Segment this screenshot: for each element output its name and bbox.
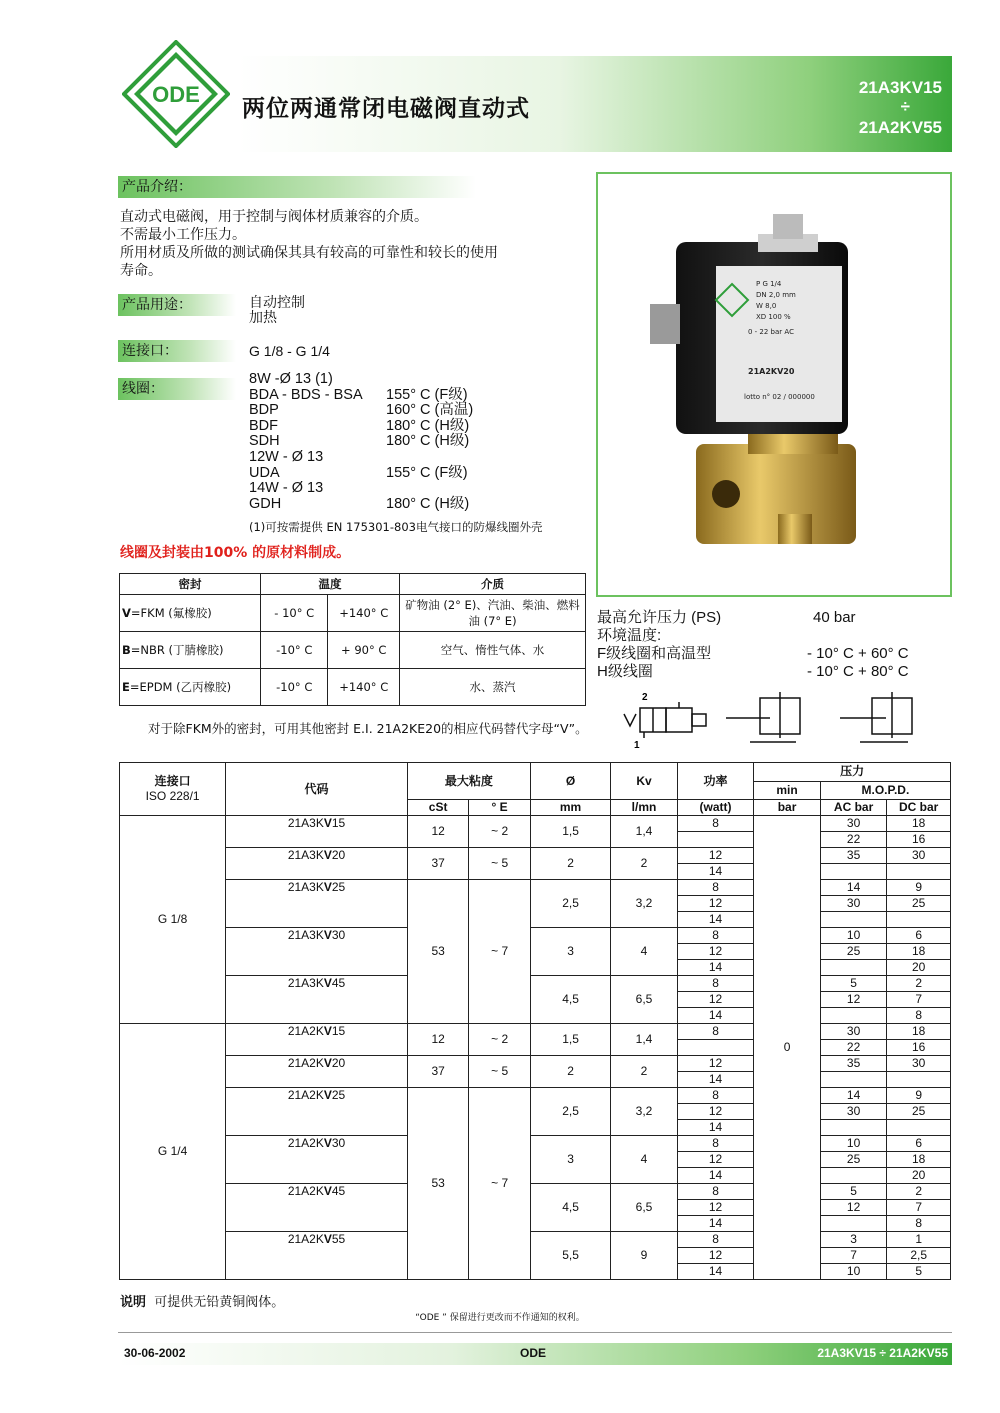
header-diameter: Ø	[530, 763, 610, 800]
svg-text:lotto n° 02 / 000000: lotto n° 02 / 000000	[744, 393, 815, 401]
unit-dc-bar: DC bar	[887, 800, 951, 816]
temperature-header: 温度	[261, 574, 400, 595]
header-min: min	[754, 781, 821, 800]
valve-illustration	[598, 174, 950, 595]
table-row: B=NBR (丁腈橡胶) -10° C + 90° C 空气、惰性气体、水	[120, 632, 586, 669]
dc-bar-cell: 25	[887, 1104, 951, 1120]
ac-bar-cell: 35	[820, 848, 887, 864]
header-connection: 连接口 ISO 228/1	[120, 763, 226, 816]
diameter-cell: 3	[530, 928, 610, 976]
svg-text:0 - 22 bar AC: 0 - 22 bar AC	[748, 328, 794, 336]
diameter-cell: 3	[530, 1136, 610, 1184]
viscosity-e-cell: ~ 5	[469, 1056, 530, 1088]
code-cell: 21A2KV15	[226, 1024, 408, 1056]
header-code-start: 21A3KV15	[858, 78, 942, 97]
unit-lmn: l/mn	[611, 800, 678, 816]
diameter-cell: 2	[530, 1056, 610, 1088]
header-power: 功率	[677, 763, 754, 800]
svg-text:P G 1/4: P G 1/4	[756, 280, 782, 288]
dc-bar-cell	[887, 864, 951, 880]
ac-bar-cell: 7	[820, 1248, 887, 1264]
section-usage-label: 产品用途：	[118, 294, 236, 316]
viscosity-cst-cell: 53	[407, 880, 469, 1024]
dc-bar-cell: 8	[887, 1216, 951, 1232]
ac-bar-cell: 10	[820, 928, 887, 944]
power-cell: 12	[677, 896, 754, 912]
ac-bar-cell	[820, 912, 887, 928]
ac-bar-cell: 12	[820, 992, 887, 1008]
dc-bar-cell: 8	[887, 1008, 951, 1024]
model-table	[119, 762, 951, 1280]
coil-row: SDH 180° C (H级)	[249, 433, 470, 450]
kv-cell: 2	[611, 848, 678, 880]
diameter-cell: 1,5	[530, 1024, 610, 1056]
dc-bar-cell: 9	[887, 880, 951, 896]
table-row: V=FKM (氟橡胶) - 10° C +140° C 矿物油 (2° E)、汽油、柴油、燃料油 (7° E)	[120, 595, 586, 632]
diameter-cell: 1,5	[530, 816, 610, 848]
page-title: 两位两通常闭电磁阀直动式	[242, 96, 530, 122]
connection-cell: G 1/8	[120, 816, 226, 1024]
power-cell: 8	[677, 1184, 754, 1200]
dc-bar-cell: 1	[887, 1232, 951, 1248]
usage-item: 加热	[249, 310, 277, 326]
power-cell: 12	[677, 1152, 754, 1168]
ac-bar-cell: 30	[820, 1104, 887, 1120]
power-cell: 12	[677, 1104, 754, 1120]
table-row	[120, 976, 951, 992]
power-cell: 14	[677, 1264, 754, 1280]
ac-bar-cell: 35	[820, 1056, 887, 1072]
dc-bar-cell: 20	[887, 1168, 951, 1184]
code-cell: 21A2KV25	[226, 1088, 408, 1136]
ac-bar-cell: 22	[820, 832, 887, 848]
unit-e: ° E	[469, 800, 530, 816]
ac-bar-cell	[820, 1216, 887, 1232]
usage-item: 自动控制	[249, 295, 305, 311]
material-note: 线圈及封装由100% 的原材料制成。	[120, 545, 351, 561]
ac-bar-cell	[820, 1168, 887, 1184]
header-code-divider: ÷	[900, 97, 910, 116]
ac-bar-cell: 10	[820, 1136, 887, 1152]
min-pressure-cell: 0	[754, 816, 821, 1280]
table-row	[120, 1184, 951, 1200]
ac-bar-cell: 14	[820, 1088, 887, 1104]
svg-text:2: 2	[642, 692, 648, 703]
ac-bar-cell: 10	[820, 1264, 887, 1280]
svg-text:XD 100 %: XD 100 %	[756, 313, 791, 321]
dc-bar-cell: 18	[887, 944, 951, 960]
seal-table	[119, 573, 586, 706]
dc-bar-cell: 20	[887, 960, 951, 976]
diameter-cell: 2,5	[530, 1088, 610, 1136]
section-intro-label: 产品介绍：	[118, 176, 476, 198]
unit-watt: (watt)	[677, 800, 754, 816]
disclaimer: “ODE ” 保留进行更改而不作通知的权利。	[415, 1313, 585, 1323]
dc-bar-cell: 25	[887, 896, 951, 912]
dc-bar-cell: 6	[887, 928, 951, 944]
viscosity-e-cell: ~ 5	[469, 848, 530, 880]
power-cell: 8	[677, 976, 754, 992]
diameter-cell: 4,5	[530, 1184, 610, 1232]
ac-bar-cell: 25	[820, 944, 887, 960]
diameter-cell: 2,5	[530, 880, 610, 928]
power-cell: 8	[677, 1024, 754, 1040]
svg-text:W 8,0: W 8,0	[756, 302, 777, 310]
coil-row: GDH 180° C (H级)	[249, 495, 470, 512]
power-cell: 14	[677, 1216, 754, 1232]
section-symbol-closed	[726, 692, 800, 742]
header-kv: Kv	[611, 763, 678, 800]
ac-bar-cell: 14	[820, 880, 887, 896]
dc-bar-cell: 30	[887, 848, 951, 864]
coil-row: BDP 160° C (高温)	[249, 402, 474, 419]
ac-bar-cell: 5	[820, 1184, 887, 1200]
power-cell: 14	[677, 1120, 754, 1136]
diameter-cell: 2	[530, 848, 610, 880]
dc-bar-cell: 18	[887, 1152, 951, 1168]
footer-range: 21A3KV15 ÷ 21A2KV55	[817, 1346, 948, 1360]
power-cell: 8	[677, 816, 754, 832]
ac-bar-cell: 25	[820, 1152, 887, 1168]
code-cell: 21A2KV20	[226, 1056, 408, 1088]
power-cell	[677, 832, 754, 848]
header-mopd: M.O.P.D.	[820, 781, 950, 800]
section-coil-label: 线圈：	[118, 378, 236, 400]
power-cell: 12	[677, 1200, 754, 1216]
coil-row: UDA 155° C (F级)	[249, 464, 468, 481]
viscosity-cst-cell: 53	[407, 1088, 469, 1280]
table-row	[120, 848, 951, 864]
kv-cell: 9	[611, 1232, 678, 1280]
power-cell: 8	[677, 880, 754, 896]
intro-text	[120, 208, 590, 280]
dc-bar-cell: 30	[887, 1056, 951, 1072]
coil-note: (1)可按需提供 EN 175301-803电气接口的防爆线圈外壳	[249, 520, 543, 534]
coil-row: BDA - BDS - BSA 155° C (F级)	[249, 386, 468, 403]
coil-row: 14W - Ø 13	[249, 480, 324, 497]
dc-bar-cell: 2	[887, 1184, 951, 1200]
viscosity-cst-cell: 37	[407, 1056, 469, 1088]
ac-bar-cell: 30	[820, 1024, 887, 1040]
unit-bar: bar	[754, 800, 821, 816]
viscosity-cst-cell: 12	[407, 816, 469, 848]
power-cell: 12	[677, 848, 754, 864]
connection-cell: G 1/4	[120, 1024, 226, 1280]
viscosity-cst-cell: 12	[407, 1024, 469, 1056]
power-cell: 12	[677, 992, 754, 1008]
dc-bar-cell: 7	[887, 992, 951, 1008]
viscosity-e-cell: ~ 7	[469, 880, 530, 1024]
code-cell: 21A2KV45	[226, 1184, 408, 1232]
dc-bar-cell: 5	[887, 1264, 951, 1280]
svg-text:1: 1	[634, 740, 640, 751]
coil-list	[249, 372, 473, 512]
ac-bar-cell	[820, 1008, 887, 1024]
ac-bar-cell: 12	[820, 1200, 887, 1216]
table-row	[120, 1136, 951, 1152]
code-cell: 21A2KV55	[226, 1232, 408, 1280]
ac-bar-cell: 30	[820, 896, 887, 912]
ac-bar-cell: 3	[820, 1232, 887, 1248]
kv-cell: 6,5	[611, 1184, 678, 1232]
usage-list	[249, 294, 305, 327]
code-cell: 21A3KV25	[226, 880, 408, 928]
ac-bar-cell: 5	[820, 976, 887, 992]
kv-cell: 1,4	[611, 1024, 678, 1056]
viscosity-e-cell: ~ 2	[469, 1024, 530, 1056]
dc-bar-cell: 16	[887, 832, 951, 848]
power-cell: 14	[677, 960, 754, 976]
kv-cell: 6,5	[611, 976, 678, 1024]
dc-bar-cell	[887, 912, 951, 928]
coil-row: 12W - Ø 13	[249, 448, 324, 465]
valve-symbols	[620, 688, 920, 758]
ac-bar-cell	[820, 864, 887, 880]
power-cell	[677, 1040, 754, 1056]
power-cell: 14	[677, 912, 754, 928]
power-cell: 14	[677, 864, 754, 880]
intro-line: 不需最小工作压力。	[120, 227, 246, 243]
media-header: 介质	[400, 574, 586, 595]
kv-cell: 4	[611, 1136, 678, 1184]
kv-cell: 2	[611, 1056, 678, 1088]
dc-bar-cell: 18	[887, 816, 951, 832]
power-cell: 12	[677, 1248, 754, 1264]
power-cell: 8	[677, 1232, 754, 1248]
seal-header: 密封	[120, 574, 261, 595]
header-code-end: 21A2KV55	[858, 118, 942, 137]
power-cell: 14	[677, 1168, 754, 1184]
table-row	[120, 1232, 951, 1248]
unit-ac-bar: AC bar	[820, 800, 887, 816]
dc-bar-cell: 9	[887, 1088, 951, 1104]
coil-row: BDF 180° C (H级)	[249, 417, 470, 434]
footer-divider	[118, 1332, 952, 1333]
ac-bar-cell: 30	[820, 816, 887, 832]
connection-value: G 1/8 - G 1/4	[249, 343, 330, 359]
dc-bar-cell	[887, 1072, 951, 1088]
section-symbol-open	[840, 692, 912, 742]
intro-line: 寿命。	[120, 263, 162, 279]
table-row	[120, 1088, 951, 1104]
code-cell: 21A3KV45	[226, 976, 408, 1024]
viscosity-e-cell: ~ 7	[469, 1088, 530, 1280]
ac-bar-cell: 22	[820, 1040, 887, 1056]
section-connection-label: 连接口：	[118, 340, 236, 362]
intro-line: 所用材质及所做的测试确保其具有较高的可靠性和较长的使用	[120, 245, 498, 261]
viscosity-cst-cell: 37	[407, 848, 469, 880]
power-cell: 12	[677, 944, 754, 960]
viscosity-e-cell: ~ 2	[469, 816, 530, 848]
hydraulic-symbol	[624, 702, 706, 738]
power-cell: 8	[677, 928, 754, 944]
ac-bar-cell	[820, 1120, 887, 1136]
dc-bar-cell: 2	[887, 976, 951, 992]
unit-mm: mm	[530, 800, 610, 816]
table-row	[120, 1024, 951, 1040]
kv-cell: 4	[611, 928, 678, 976]
code-cell: 21A3KV30	[226, 928, 408, 976]
unit-cst: cSt	[407, 800, 469, 816]
svg-text:DN 2,0 mm: DN 2,0 mm	[756, 291, 796, 299]
table-row	[120, 880, 951, 896]
svg-text:ODE: ODE	[152, 82, 200, 107]
dc-bar-cell: 18	[887, 1024, 951, 1040]
power-cell: 12	[677, 1056, 754, 1072]
table-row	[120, 816, 951, 832]
table-row	[120, 1056, 951, 1072]
kv-cell: 3,2	[611, 1088, 678, 1136]
dc-bar-cell	[887, 1120, 951, 1136]
note: 说明 可提供无铅黄铜阀体。	[120, 1295, 285, 1310]
power-cell: 14	[677, 1008, 754, 1024]
table-row	[120, 928, 951, 944]
ode-logo	[122, 40, 230, 148]
dc-bar-cell: 16	[887, 1040, 951, 1056]
intro-line: 直动式电磁阀，用于控制与阀体材质兼容的介质。	[120, 209, 428, 225]
header-viscosity: 最大粘度	[407, 763, 530, 800]
code-cell: 21A3KV15	[226, 816, 408, 848]
header-code: 代码	[226, 763, 408, 816]
kv-cell: 1,4	[611, 816, 678, 848]
ac-bar-cell	[820, 960, 887, 976]
dc-bar-cell: 6	[887, 1136, 951, 1152]
footer-date: 30-06-2002	[124, 1346, 186, 1360]
diameter-cell: 5,5	[530, 1232, 610, 1280]
specs-block: 最高允许压力 (PS) 40 bar 环境温度: F级线圈和高温型 - 10° C + 60° C H级线圈 - 10° C + 80° C	[597, 609, 909, 680]
dc-bar-cell: 7	[887, 1200, 951, 1216]
kv-cell: 3,2	[611, 880, 678, 928]
header-pressure: 压力	[754, 763, 951, 782]
diameter-cell: 4,5	[530, 976, 610, 1024]
code-cell: 21A2KV30	[226, 1136, 408, 1184]
table-row: E=EPDM (乙丙橡胶) -10° C +140° C 水、蒸汽	[120, 669, 586, 706]
seal-note: 对于除FKM外的密封，可用其他密封 E.I. 21A2KE20的相应代码替代字母“V”。	[148, 721, 588, 736]
product-photo	[596, 172, 952, 597]
power-cell: 14	[677, 1072, 754, 1088]
footer-brand: ODE	[520, 1346, 547, 1360]
coil-row: 8W -Ø 13 (1)	[249, 371, 333, 387]
dc-bar-cell: 2,5	[887, 1248, 951, 1264]
ac-bar-cell	[820, 1072, 887, 1088]
power-cell: 8	[677, 1136, 754, 1152]
svg-text:21A2KV20: 21A2KV20	[748, 367, 795, 376]
power-cell: 8	[677, 1088, 754, 1104]
code-cell: 21A3KV20	[226, 848, 408, 880]
